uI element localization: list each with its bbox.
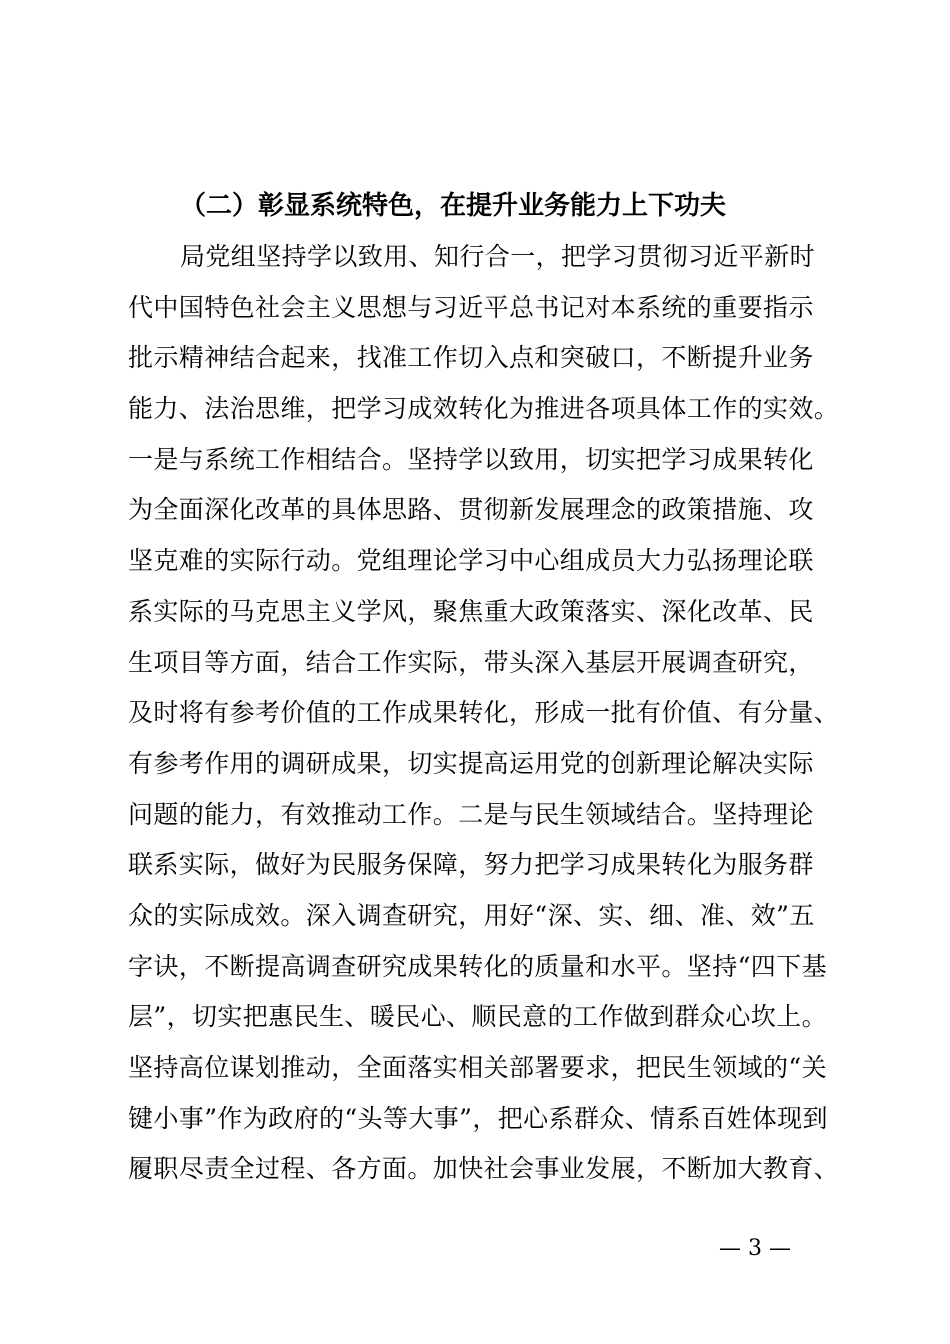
text-line: 层”，切实把惠民生、暖民心、顺民意的工作做到群众心坎上。 [128,1002,827,1032]
body-paragraph [128,232,838,1195]
section-heading: （二）彰显系统特色，在提升业务能力上下功夫 [180,191,727,221]
text-line: 字诀，不断提高调查研究成果转化的质量和水平。坚持“四下基 [128,951,827,981]
text-line: 众的实际成效。深入调查研究，用好“深、实、细、准、效”五 [128,900,815,930]
text-line: 批示精神结合起来，找准工作切入点和突破口，不断提升业务 [128,343,814,373]
text-line: 局党组坚持学以致用、知行合一，把学习贯彻习近平新时 [180,242,816,271]
text-line: 一是与系统工作相结合。坚持学以致用，切实把学习成果转化 [128,444,814,474]
text-line: 坚克难的实际行动。党组理论学习中心组成员大力弘扬理论联 [128,546,814,576]
text-line: 及时将有参考价值的工作成果转化，形成一批有价值、有分量、 [128,698,840,728]
text-line: 联系实际，做好为民服务保障，努力把学习成果转化为服务群 [128,850,814,880]
text-line: 系实际的马克思主义学风，聚焦重大政策落实、深化改革、民 [128,596,814,626]
text-line: 键小事”作为政府的“头等大事”，把心系群众、情系百姓体现到 [128,1103,828,1133]
text-line: 代中国特色社会主义思想与习近平总书记对本系统的重要指示 [128,292,814,322]
text-line: 能力、法治思维，把学习成效转化为推进各项具体工作的实效。 [128,394,840,424]
text-line: 坚持高位谋划推动，全面落实相关部署要求，把民生领域的“关 [128,1053,827,1082]
text-line: 有参考作用的调研成果，切实提高运用党的创新理论解决实际 [128,748,814,778]
text-line: 履职尽责全过程、各方面。加快社会事业发展，不断加大教育、 [128,1154,840,1184]
page-number: — 3 — [719,1236,791,1261]
text-line: 问题的能力，有效推动工作。二是与民生领域结合。坚持理论 [128,799,814,829]
text-line: 为全面深化改革的具体思路、贯彻新发展理念的政策措施、攻 [128,495,814,525]
text-line: 生项目等方面，结合工作实际，带头深入基层开展调查研究， [128,647,814,677]
